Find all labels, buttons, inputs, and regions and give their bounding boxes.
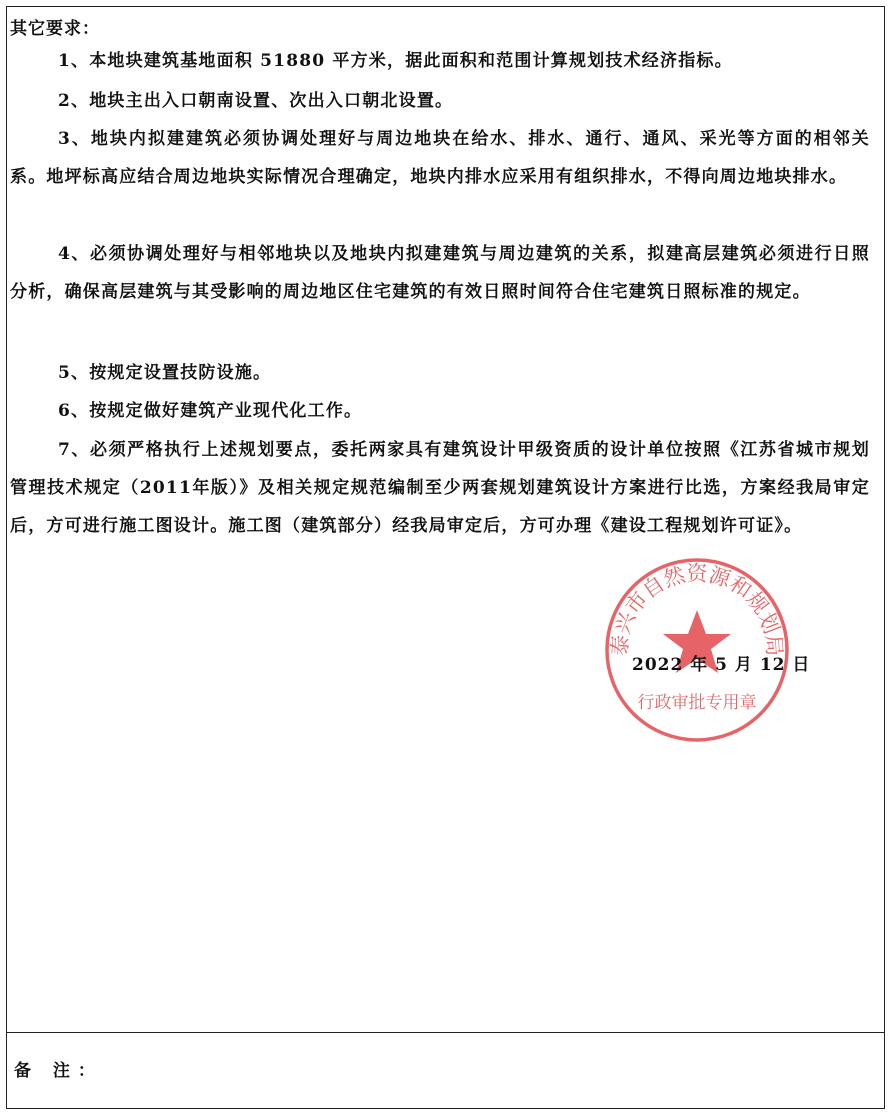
requirement-item-3: 3、地块内拟建建筑必须协调处理好与周边地块在给水、排水、通行、通风、采光等方面的相邻关系。地坪标高应结合周边地块实际情况合理确定，地块内排水应采用有组织排水，不得向周边地块排水。 [10, 129, 870, 187]
requirement-item-5: 5、按规定设置技防设施。 [58, 363, 272, 383]
seal-inner-text: 行政审批专用章 [637, 693, 757, 713]
seal-outer-text: 泰兴市自然资源和规划局 [607, 561, 787, 657]
notes-label: 备 注： [14, 1061, 103, 1081]
requirement-item-1: 1、本地块建筑基地面积 51880 平方米，据此面积和范围计算规划技术经济指标。 [58, 51, 733, 71]
requirements-heading: 其它要求： [10, 19, 100, 39]
notes-divider [7, 1032, 884, 1033]
requirement-item-4: 4、必须协调处理好与相邻地块以及地块内拟建建筑与周边建筑的关系，拟建高层建筑必须进行日照分析，确保高层建筑与其受影响的周边地区住宅建筑的有效日照时间符合住宅建筑日照标准的规定。 [10, 244, 870, 302]
requirement-item-6: 6、按规定做好建筑产业现代化工作。 [58, 401, 363, 421]
requirement-item-2: 2、地块主出入口朝南设置、次出入口朝北设置。 [58, 91, 454, 111]
issue-date: 2022 年 5 月 12 日 [632, 655, 811, 675]
requirement-item-7: 7、必须严格执行上述规划要点，委托两家具有建筑设计甲级资质的设计单位按照《江苏省城市规划管理技术规定（2011年版）》及相关规定规范编制至少两套规划建筑设计方案进行比选，方案经我局审定后，方可进行施工图设计。施工图（建筑部分）经我局审定后，方可办理《建设工程规划许可证》。 [10, 440, 870, 536]
